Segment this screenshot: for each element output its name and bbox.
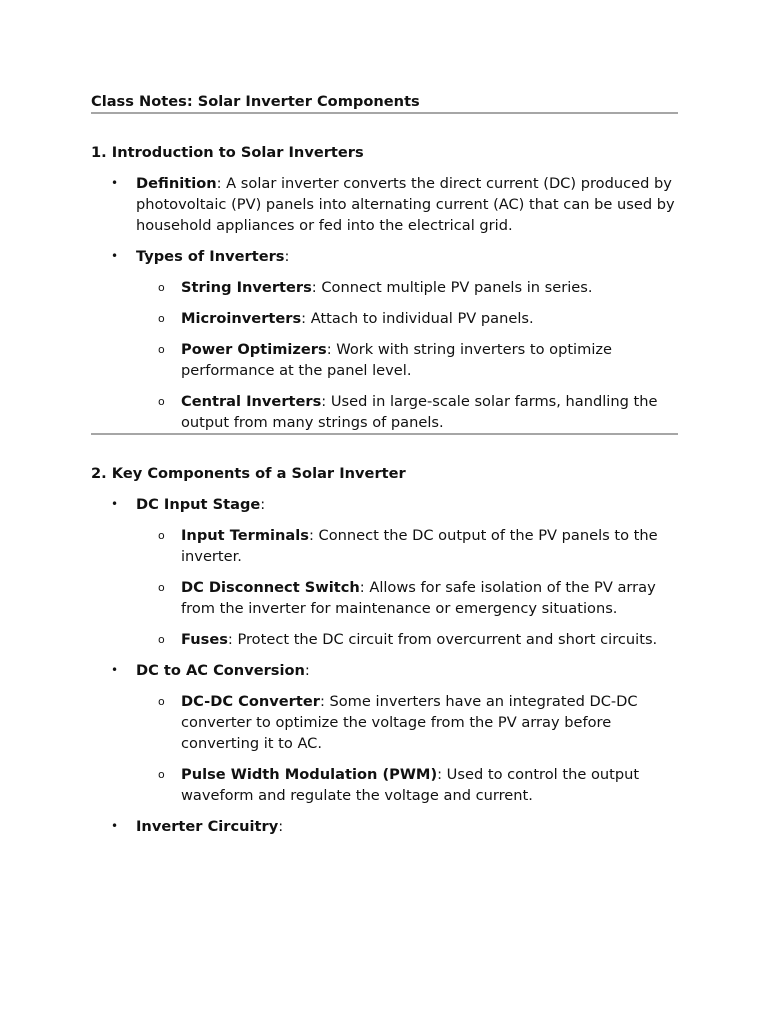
term-dc-dc-converter: DC-DC Converter: [181, 693, 320, 710]
section-heading-key-components: 2. Key Components of a Solar Inverter: [91, 465, 406, 482]
description-dc-to-ac-conversion: :: [304, 662, 310, 679]
bullet-list-key-components: [91, 494, 678, 837]
term-dc-input-stage: DC Input Stage: [136, 496, 261, 513]
term-inverter-circuitry: Inverter Circuitry: [136, 818, 279, 835]
bullet-marker: •: [111, 249, 119, 263]
term-types-of-inverters: Types of Inverters: [136, 248, 285, 265]
term-central-inverters: Central Inverters: [181, 393, 322, 410]
term-pulse-width-modulation: Pulse Width Modulation (PWM): [181, 766, 438, 783]
description-pulse-width-modulation: : Used to control the output waveform and regulate the voltage and current.: [181, 766, 640, 804]
term-microinverters: Microinverters: [181, 310, 302, 327]
document-title: Class Notes: Solar Inverter Components: [91, 93, 420, 110]
sub-bullet-marker: o: [158, 581, 165, 594]
sub-bullet-marker: o: [158, 529, 165, 542]
sub-item-power-optimizers: [136, 339, 678, 381]
sub-bullet-marker: o: [158, 343, 165, 356]
sub-list-dc-input-stage: [136, 525, 678, 650]
sub-item-string-inverters: [136, 277, 678, 298]
sub-item-dc-disconnect-switch: [136, 577, 678, 619]
description-dc-disconnect-switch: : Allows for safe isolation of the PV array from the inverter for maintenance or emergency situations.: [181, 579, 656, 617]
bullet-marker: •: [111, 176, 119, 190]
sub-list-dc-to-ac-conversion: [136, 691, 678, 806]
list-item-definition: [91, 173, 678, 236]
sub-bullet-marker: o: [158, 695, 165, 708]
sub-bullet-marker: o: [158, 281, 165, 294]
description-fuses: : Protect the DC circuit from overcurrent and short circuits.: [227, 631, 658, 648]
bullet-marker: •: [111, 819, 119, 833]
term-fuses: Fuses: [181, 631, 228, 648]
description-central-inverters: : Used in large-scale solar farms, handling the output from many strings of panels.: [181, 393, 658, 431]
list-item-dc-to-ac-conversion: [91, 660, 678, 806]
horizontal-rule: [91, 433, 678, 435]
description-microinverters: : Attach to individual PV panels.: [301, 310, 534, 327]
list-item-inverter-circuitry: [91, 816, 678, 837]
document-content: [91, 91, 678, 837]
description-dc-dc-converter: : Some inverters have an integrated DC-DC converter to optimize the voltage from the PV array before converting it to AC.: [181, 693, 638, 752]
sub-item-central-inverters: [136, 391, 678, 433]
sub-item-dc-dc-converter: [136, 691, 678, 754]
term-string-inverters: String Inverters: [181, 279, 312, 296]
description-string-inverters: : Connect multiple PV panels in series.: [311, 279, 593, 296]
section-heading-introduction: 1. Introduction to Solar Inverters: [91, 144, 364, 161]
description-definition: : A solar inverter converts the direct current (DC) produced by photovoltaic (PV) panels into alternating current (AC) that can be used by household appliances or fed into the electrical grid.: [136, 175, 675, 234]
bullet-marker: •: [111, 497, 119, 511]
sub-list-types-of-inverters: [136, 277, 678, 433]
sub-bullet-marker: o: [158, 768, 165, 781]
description-power-optimizers: : Work with string inverters to optimize performance at the panel level.: [181, 341, 613, 379]
sub-item-pulse-width-modulation: [136, 764, 678, 806]
horizontal-rule: [91, 112, 678, 114]
term-input-terminals: Input Terminals: [181, 527, 309, 544]
sub-item-input-terminals: [136, 525, 678, 567]
term-dc-disconnect-switch: DC Disconnect Switch: [181, 579, 360, 596]
description-dc-input-stage: :: [260, 496, 266, 513]
term-definition: Definition: [136, 175, 217, 192]
sub-item-fuses: [136, 629, 678, 650]
bullet-marker: •: [111, 663, 119, 677]
description-input-terminals: : Connect the DC output of the PV panels to the inverter.: [181, 527, 658, 565]
sub-bullet-marker: o: [158, 633, 165, 646]
sub-bullet-marker: o: [158, 395, 165, 408]
sub-item-microinverters: [136, 308, 678, 329]
list-item-types-of-inverters: [91, 246, 678, 433]
description-inverter-circuitry: :: [278, 818, 284, 835]
list-item-dc-input-stage: [91, 494, 678, 650]
term-power-optimizers: Power Optimizers: [181, 341, 327, 358]
description-types-of-inverters: :: [284, 248, 290, 265]
bullet-list-introduction: [91, 173, 678, 433]
sub-bullet-marker: o: [158, 312, 165, 325]
term-dc-to-ac-conversion: DC to AC Conversion: [136, 662, 305, 679]
